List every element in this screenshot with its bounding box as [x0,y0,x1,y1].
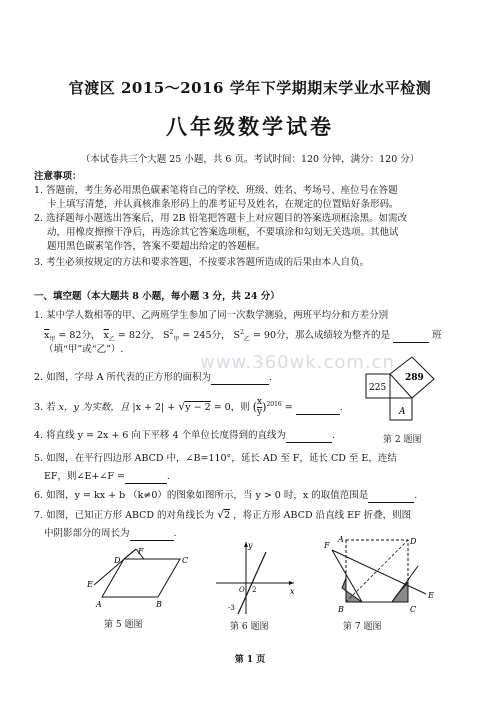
figure-5 [84,547,194,615]
figure-5-caption: 第 5 题图 [104,620,143,630]
note-line: 卡上填写清楚，并认真核准条形码上的准考证号及姓名，在规定的位置贴好条形码。 [47,199,399,210]
fig6-label: O [239,586,245,594]
question-5-line2: EF，则∠E+∠F = . [44,471,170,482]
fig7-label: E [428,591,434,600]
question-4: 4. 将直线 y = 2x + 6 向下平移 4 个单位长度得到的直线为 . [34,430,336,441]
note-line: 1. 答题前，考生务必用黑色碳素笔将自己的学校、班级、姓名、考场号、座位号在答题 [34,185,398,196]
fig6-label: y [248,541,253,550]
page-number: 第 1 页 [234,655,266,665]
fig2-square-289: 289 [405,373,424,383]
question-1-line2: $\overline{x}_甲 = 82$分， $\overline{x}_乙 = 82$分， $S^2_甲 = 245$分， $S^2_乙 = 90$分，那么成绩较为整齐的是 班 [44,329,442,344]
fig5-label: F [138,547,144,556]
exam-info: （本试卷共三个大题 25 小题，共 6 页。考试时间：120 分钟，满分：120 分） [80,154,420,165]
fig5-label: C [182,556,189,565]
note-line: 3. 考生必须按规定的方法和要求答题，不按要求答题所造成的后果由本人自负。 [34,257,370,268]
fig5-label: D [114,556,121,565]
fig2-square-a: A [399,407,406,417]
note-line: 题用黑色碳素笔作答，答案不要超出给定的答题框。 [47,241,266,252]
fig5-label: E [87,580,93,589]
fig7-label: A [338,536,344,544]
question-7-line1: 7. 如图，已知正方形 ABCD 的对角线长为 √2 ，将正方形 ABCD 沿直线 EF 折叠，则图 [34,508,412,521]
watermark: www.360wk.com.cn [200,352,395,373]
fig6-label: 2 [252,586,257,594]
figure-2-caption: 第 2 题图 [383,435,422,445]
question-3: 3. 若 x，y 为实数，且 |x + 2| + √y − 2 = 0，则 ( $\frac{x}{y}$ )$^{2016}$ = . [34,397,343,418]
fig6-label: x [290,587,295,596]
question-1-line3: （填“甲”或“乙”）. [44,344,124,355]
fig5-label: B [156,600,162,609]
question-7-line2: 中阴影部分的周长为 . [44,528,177,539]
figure-7 [322,536,440,620]
note-line: 2. 选择题每小题选出答案后，用 2B 铅笔把答题卡上对应题目的答案选项框涂黑。如需改 [34,213,408,224]
exam-subject-title: 八年级数学试卷 [166,114,334,139]
question-6: 6. 如图，y = kx + b （k≠0）的图象如图所示，当 y > 0 时，x 的取值范围是 . [34,490,418,501]
fig2-square-225: 225 [369,383,387,393]
figure-6-caption: 第 6 题图 [230,622,269,632]
question-5-line1: 5. 如图，在平行四边形 ABCD 中，∠B=110°，延长 AD 至 F，延长 CD 至 E，连结 [34,453,397,464]
figure-6 [208,538,300,618]
fig6-label: -3 [228,604,235,612]
fig7-label: F [324,541,330,550]
fig5-label: A [96,600,102,609]
fig7-label: D [410,537,417,546]
fig7-label: C [410,605,417,614]
note-line: 动，用橡皮擦擦干净后，再选涂其它答案选项框，不要填涂和勾划无关选项。其他试 [47,227,399,238]
exam-header-title: 官渡区 2015～2016 学年下学期期末学业水平检测 [68,79,432,97]
notes-heading: 注意事项： [34,171,82,182]
fig7-label: B [338,605,344,614]
question-2: 2. 如图，字母 A 所代表的正方形的面积为 . [34,372,273,383]
figure-7-caption: 第 7 题图 [343,622,382,632]
section-heading: 一、填空题（本大题共 8 小题，每小题 3 分，共 24 分） [34,291,280,302]
question-1-line1: 1. 某中学人数相等的甲、乙两班学生参加了同一次数学测验，两班平均分和方差分别 [34,310,389,321]
